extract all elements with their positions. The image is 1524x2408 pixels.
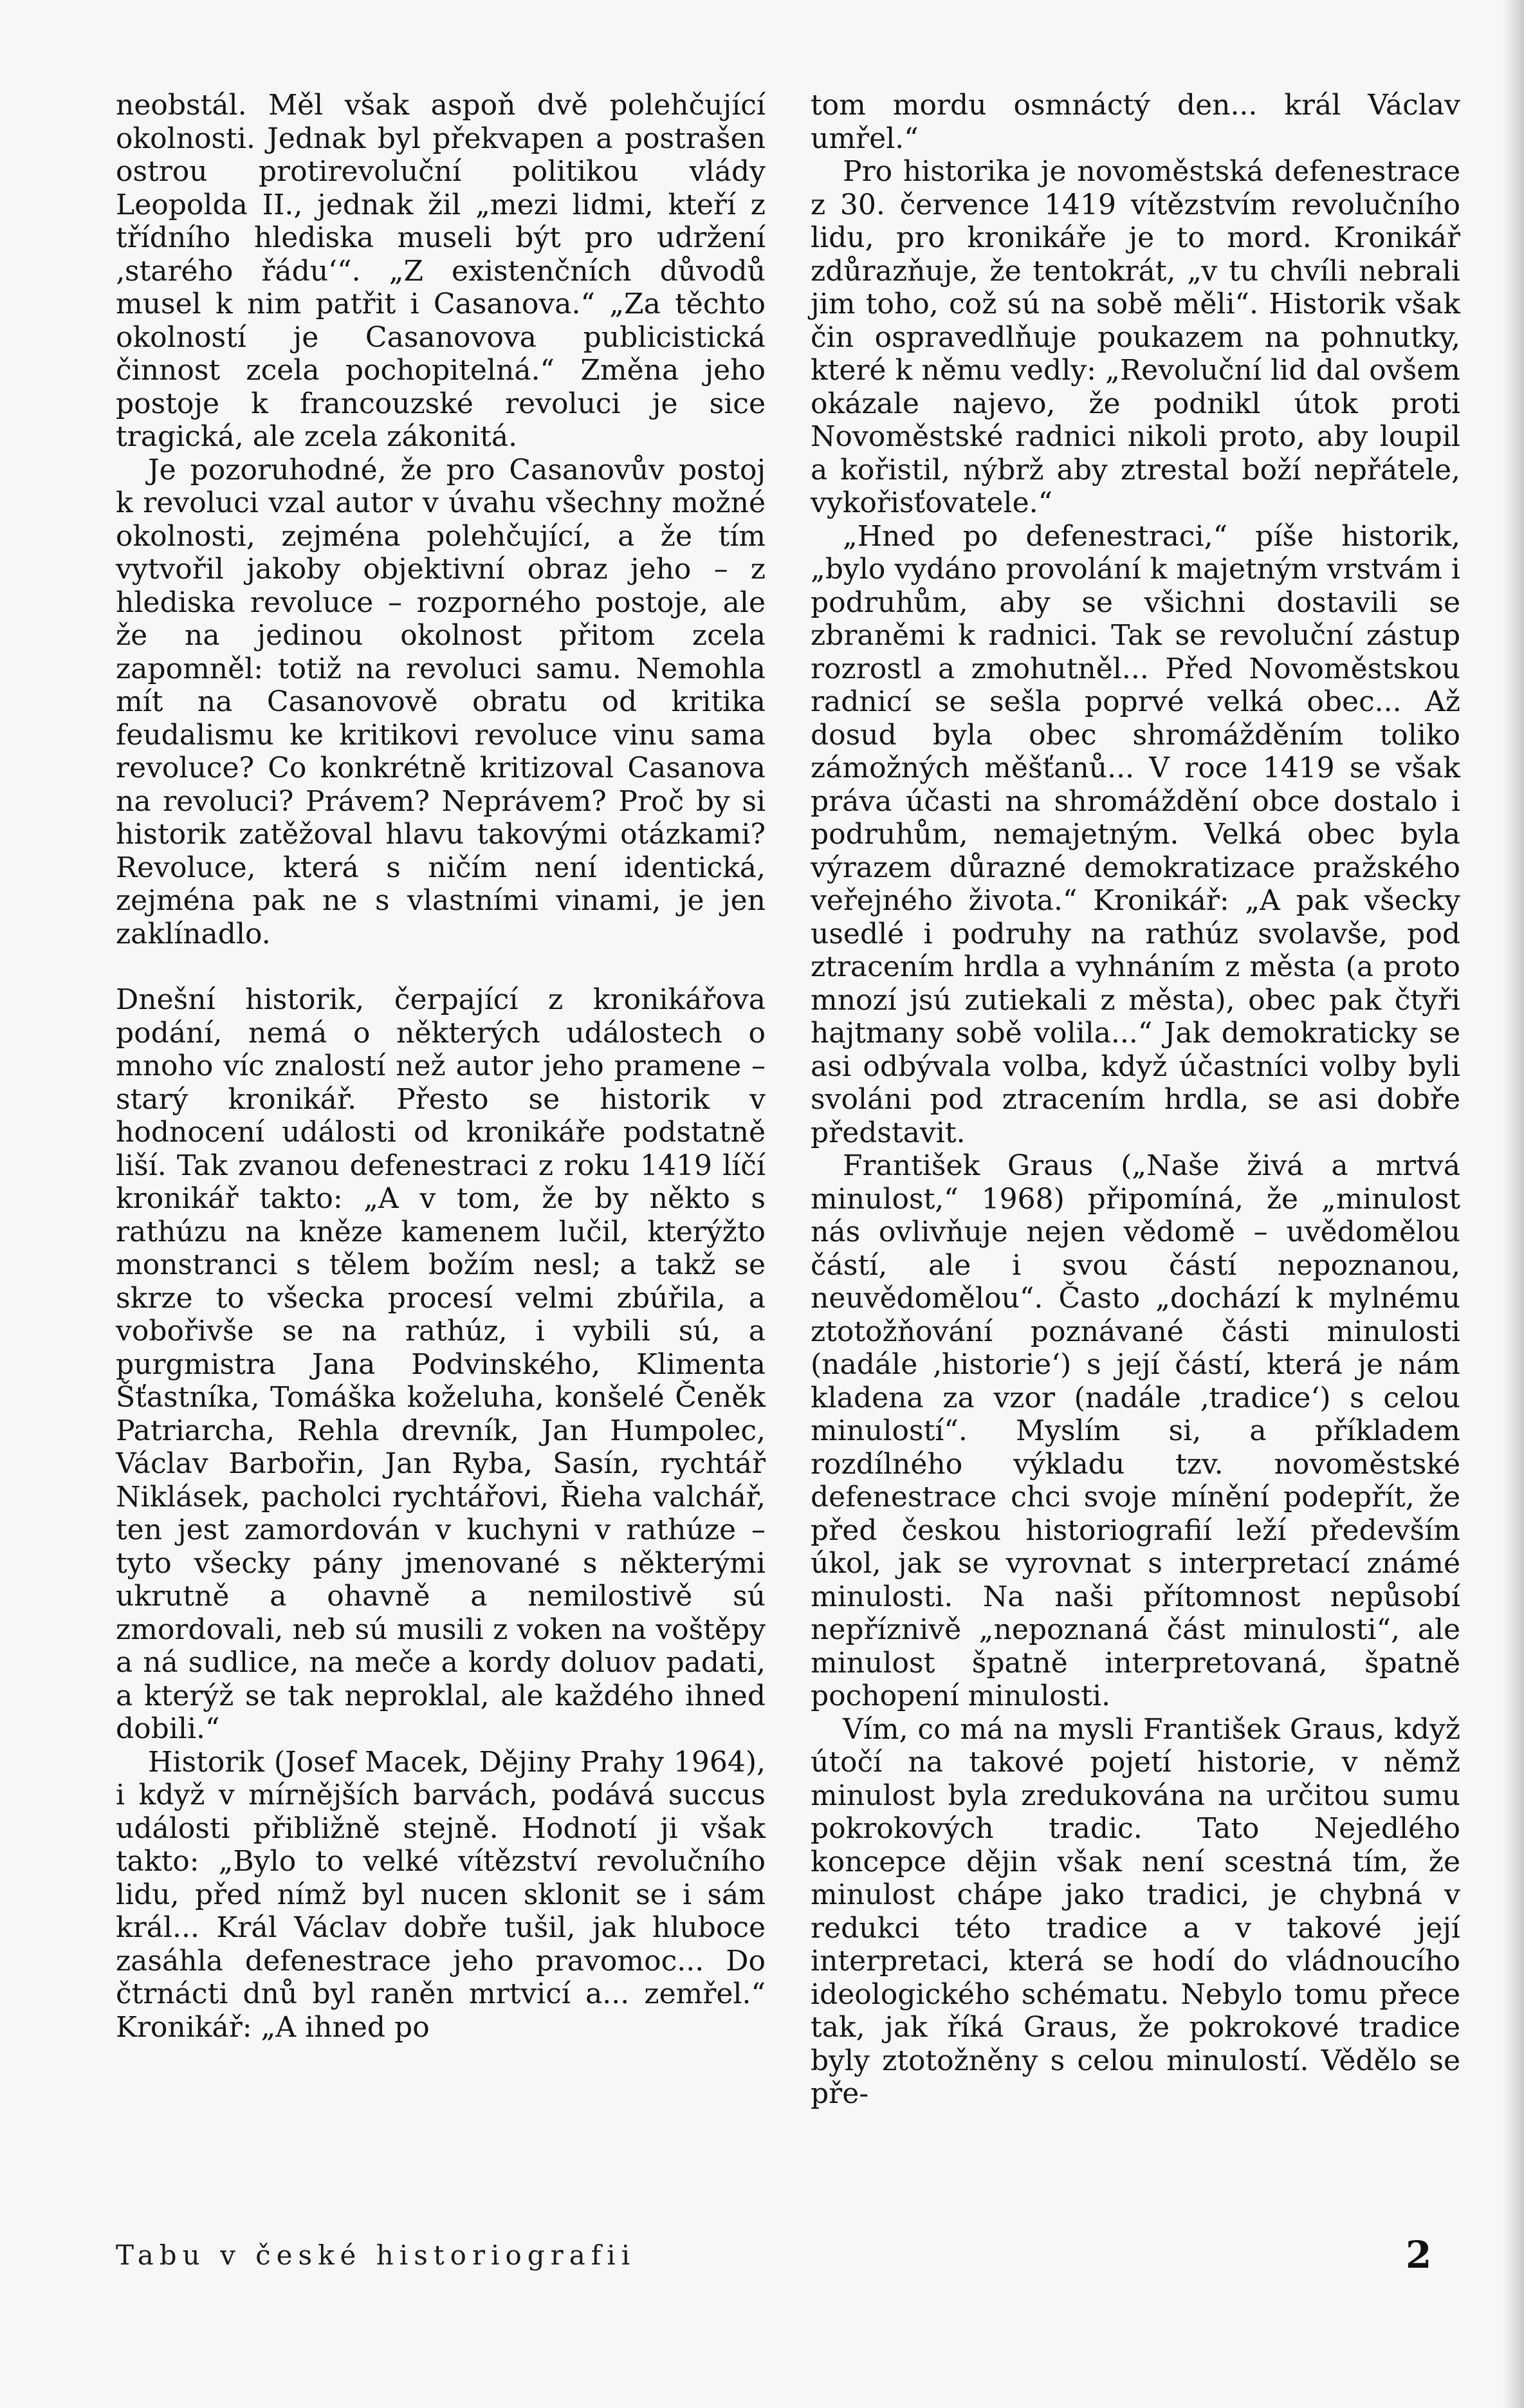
paragraph: Je pozoruhodné, že pro Casanovův postoj k revoluci vzal autor v úvahu všechny možné okolnosti, zejména polehčující, a že tím vytvořil jakoby objektivní obraz jeho – z hlediska revoluce – rozporného postoje, ale že na jedinou okolnost přitom zcela zapomněl: totiž na revoluci samu. Nemohla mít na Casanovově obratu od kritika feudalismu ke kritikovi revoluce vinu sama revoluce? Co konkrétně kritizoval Casanova na revoluci? Právem? Neprávem? Proč by si historik zatěžoval hlavu takovými otázkami? Revoluce, která s ničím není identická, zejména pak ne s vlastními vinami, je jen zaklínadlo. <box>116 453 766 950</box>
paragraph: Pro historika je novoměstská defenestrace z 30. července 1419 vítězstvím revolučního lidu, pro kronikáře je to mord. Kronikář zdůrazňuje, že tentokrát, „v tu chvíli nebrali jim toho, což sú na sobě měli“. Historik však čin ospravedlňuje poukazem na pohnutky, které k němu vedly: „Revoluční lid dal ovšem okázale najevo, že podnikl útok proti Novoměstské radnici nikoli proto, aby loupil a kořistil, nýbrž aby ztrestal boží nepřátele, vykořisťovatele.“ <box>811 155 1460 519</box>
paragraph: „Hned po defenestraci,“ píše historik, „bylo vydáno provolání k majetným vrstvám i podruhům, aby se všichni dostavili se zbraněmi k radnici. Tak se revoluční zástup rozrostl a zmohutněl... Před Novoměstskou radnicí se sešla poprvé velká obec... Až dosud byla obec shromážděním toliko zámožných měšťanů... V roce 1419 se však práva účasti na shromáždění obce dostalo i podruhům, nemajetným. Velká obec byla výrazem důrazné demokratizace pražského veřejného života.“ Kronikář: „A pak všecky usedlé i podruhy na rathúz svolavše, pod ztracením hrdla a vyhnáním z města (a proto mnozí jsú zutiekali z města), obec pak čtyři hajtmany sobě volila...“ Jak demokraticky se asi odbývala volba, když účastníci volby byli svoláni pod ztracením hrdla, se asi dobře představit. <box>811 519 1460 1149</box>
paragraph: František Graus („Naše živá a mrtvá minulost,“ 1968) připomíná, že „minulost nás ovlivňuje nejen vědomě – uvědomělou částí, ale i svou částí nepoznanou, neuvědomělou“. Často „dochází k mylnému ztotožňování poznávané části minulosti (nadále ‚historie‘) s její částí, která je nám kladena za vzor (nadále ‚tradice‘) s celou minulostí“. Myslím si, a příkladem rozdílného výkladu tzv. novoměstské defenestrace chci svoje mínění podepřít, že před českou historiografií leží především úkol, jak se vyrovnat s interpretací známé minulosti. Na naši přítomnost nepůsobí nepříznivě „nepoznaná část minulosti“, ale minulost špatně interpretovaná, špatně pochopení minulosti. <box>811 1149 1460 1712</box>
page-edge-shadow <box>1502 0 1524 2408</box>
paragraph: neobstál. Měl však aspoň dvě polehčující okolnosti. Jednak byl překvapen a postrašen ostrou protirevoluční politikou vlády Leopolda II., jednak žil „mezi lidmi, kteří z třídního hlediska museli být pro udržení ‚starého řádu‘“. „Z existenčních důvodů musel k nim patřit i Casanova.“ „Za těchto okolností je Casanovova publicistická činnost zcela pochopitelná.“ Změna jeho postoje k francouzské revoluci je sice tragická, ale zcela zákonitá. <box>116 89 766 453</box>
running-footer-title: Tabu v české historiografii <box>116 2239 636 2271</box>
paragraph: Dnešní historik, čerpající z kronikářova podání, nemá o některých událostech o mnoho víc znalostí než autor jeho pramene – starý kronikář. Přesto se historik v hodnocení události od kronikáře podstatně liší. Tak zvanou defenestraci z roku 1419 líčí kronikář takto: „A v tom, že by někto s rathúzu na kněze kamenem lučil, kterýžto monstranci s tělem božím nesl; a takž se skrze to všecka procesí velmi zbúřila, a vobořivše se na rathúz, i vybili sú, a purgmistra Jana Podvinského, Klimenta Šťastníka, Tomáška koželuha, konšelé Čeněk Patriarcha, Rehla drevník, Jan Humpolec, Václav Barbořin, Jan Ryba, Sasín, rychtář Niklásek, pacholci rychtářovi, Řieha valchář, ten jest zamordován v kuchyni v rathúze – tyto všecky pány jmenované s některými ukrutně a ohavně a nemilostivě sú zmordovali, neb sú musili z voken na voštěpy a ná sudlice, na meče a kordy doluov padati, a kterýž se tak neproklal, ale každého ihned dobili.“ <box>116 983 766 1745</box>
paragraph: tom mordu osmnáctý den... král Václav umřel.“ <box>811 89 1460 155</box>
right-column <box>811 89 1460 2111</box>
paragraph: Historik (Josef Macek, Dějiny Prahy 1964), i když v mírnějších barvách, podává succus události přibližně stejně. Hodnotí ji však takto: „Bylo to velké vítězství revolučního lidu, před nímž byl nucen sklonit se i sám král... Král Václav dobře tušil, jak hluboce zasáhla defenestrace jeho pravomoc... Do čtrnácti dnů byl raněn mrtvicí a... zemřel.“ Kronikář: „A ihned po <box>116 1745 766 2044</box>
paragraph: Vím, co má na mysli František Graus, když útočí na takové pojetí historie, v němž minulost byla zredukována na určitou sumu pokrokových tradic. Tato Nejedlého koncepce dějin však není scestná tím, že minulost chápe jako tradici, je chybná v redukci této tradice a v takové její interpretaci, která se hodí do vládnoucího ideologického schématu. Nebylo tomu přece tak, jak říká Graus, že pokrokové tradice byly ztotožněny s celou minulostí. Vědělo se pře- <box>811 1712 1460 2110</box>
left-column <box>116 89 766 2044</box>
page-number: 2 <box>1406 2233 1432 2277</box>
